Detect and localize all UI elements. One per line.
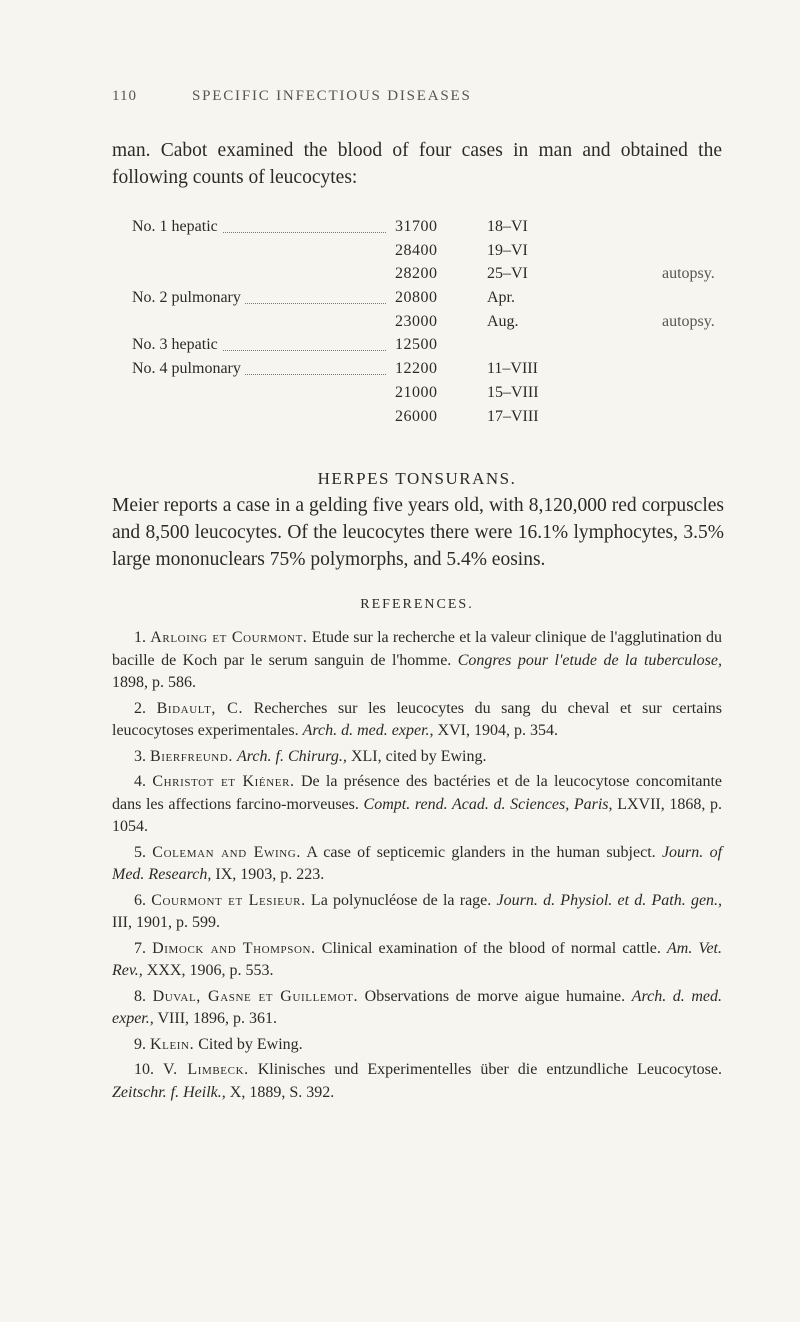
reference-entry [112, 938, 722, 983]
reference-authors: Klein. [150, 1035, 195, 1053]
reference-journal: Congres pour l'etude de la tuberculose, [457, 651, 722, 669]
count-date: Aug. [487, 312, 519, 330]
reference-citation: XLI, cited by Ewing. [350, 747, 487, 765]
case-name [132, 265, 136, 282]
case-name: No. 2 pulmonary [132, 289, 245, 306]
leucocyte-count: 12200 [395, 360, 438, 378]
reference-authors: Dimock and Thompson. [152, 939, 316, 957]
reference-entry [112, 746, 722, 769]
count-date: 18–VI [487, 218, 528, 235]
reference-entry [112, 1034, 722, 1057]
leucocyte-count: 20800 [395, 289, 438, 307]
reference-citation: 1898, p. 586. [112, 674, 196, 691]
count-date: Apr. [487, 289, 515, 307]
count-row [112, 286, 732, 310]
reference-title: Klinisches und Experimentelles über die entzundliche Leucocytose. [257, 1061, 723, 1078]
count-row [112, 333, 732, 357]
count-date: 17–VIII [487, 407, 539, 425]
leucocyte-count: 31700 [395, 218, 438, 235]
case-label [132, 333, 392, 357]
reference-entry [112, 771, 722, 839]
reference-title: Cited by Ewing. [198, 1035, 303, 1053]
case-label [132, 215, 392, 239]
reference-journal: Journ. of Med. Research, [112, 843, 723, 883]
reference-title: Clinical examination of the blood of normal cattle. [321, 939, 661, 957]
case-name [132, 384, 136, 401]
reference-journal: Arch. d. med. exper., [112, 987, 722, 1027]
case-label [132, 239, 392, 263]
leucocyte-count: 26000 [395, 407, 438, 425]
count-row [112, 405, 732, 429]
reference-authors: Arloing et Courmont. [150, 629, 308, 646]
reference-title: La polynucléose de la rage. [310, 891, 492, 909]
case-name: No. 3 hepatic [132, 336, 222, 353]
count-row [112, 239, 732, 263]
reference-authors: V. Limbeck. [163, 1061, 249, 1078]
reference-authors: Christot et Kiéner. [152, 773, 295, 790]
count-date: 25–VI [487, 265, 528, 283]
leucocyte-count: 28400 [395, 241, 438, 259]
reference-citation: III, 1901, p. 599. [112, 914, 220, 931]
reference-entry [112, 842, 722, 887]
leucocyte-count: 28200 [395, 265, 438, 283]
count-note: autopsy. [662, 265, 715, 283]
reference-citation: LXVII, 1868, p. 1054. [112, 795, 723, 835]
case-name: No. 1 hepatic [132, 218, 222, 235]
reference-entry [112, 1059, 722, 1104]
count-date: 15–VIII [487, 383, 539, 401]
reference-authors: Duval, Gasne et Guillemot. [152, 987, 359, 1005]
reference-number: 4. [134, 773, 146, 790]
reference-entry [112, 627, 722, 695]
reference-number: 7. [134, 939, 146, 957]
reference-title: A case of septicemic glanders in the human subject. [306, 843, 656, 861]
reference-journal: Am. Vet. Rev., [112, 939, 722, 979]
leucocyte-count: 21000 [395, 383, 438, 401]
reference-number: 5. [134, 843, 146, 861]
case-label [132, 262, 392, 286]
reference-number: 3. [134, 747, 146, 765]
count-row [112, 262, 732, 286]
leucocyte-count-table [112, 215, 732, 428]
reference-journal: Zeitschr. f. Heilk., [112, 1083, 226, 1101]
reference-entry [112, 986, 722, 1031]
case-label [132, 286, 392, 310]
reference-authors: Coleman and Ewing. [152, 843, 301, 861]
leucocyte-count: 23000 [395, 312, 438, 330]
reference-number: 9. [134, 1035, 146, 1053]
section-paragraph: Meier reports a case in a gelding five years old, with 8,120,000 red corpuscles and 8,500 leucocytes. Of the leucocytes there were 16.1% lymphocytes, 3.5% large mononuclears 75% polymorphs, and 5.4% eosins. [112, 495, 724, 570]
case-name [132, 313, 136, 330]
reference-number: 1. [134, 629, 146, 646]
references-heading: REFERENCES. [360, 597, 474, 612]
references-list [112, 627, 722, 1107]
reference-authors: Bidault, C. [156, 699, 244, 717]
count-row [112, 310, 732, 334]
intro-paragraph: man. Cabot examined the blood of four cases in man and obtained the following counts of leucocytes: [112, 140, 722, 188]
section-heading: HERPES TONSURANS. [317, 469, 517, 488]
case-label [132, 310, 392, 334]
case-name [132, 408, 136, 425]
leucocyte-count: 12500 [395, 336, 438, 354]
reference-authors: Bierfreund. [150, 747, 233, 765]
reference-title: Etude sur la recherche et la valeur clinique de l'agglutination du bacille de Koch par le serum sanguin de l'homme. [112, 629, 723, 669]
reference-citation: XXX, 1906, p. 553. [146, 962, 274, 979]
count-row [112, 215, 732, 239]
page-number: 110 [112, 88, 137, 104]
reference-entry [112, 890, 722, 935]
count-date: 19–VI [487, 241, 528, 259]
case-name: No. 4 pulmonary [132, 360, 245, 377]
count-row [112, 381, 732, 405]
reference-journal: Arch. d. med. exper., [302, 722, 434, 739]
running-head-title: SPECIFIC INFECTIOUS DISEASES [192, 88, 472, 104]
reference-number: 8. [134, 987, 146, 1005]
reference-journal: Compt. rend. Acad. d. Sciences, Paris, [363, 795, 613, 813]
count-note: autopsy. [662, 312, 715, 330]
case-label [132, 381, 392, 405]
reference-journal: Arch. f. Chirurg., [237, 747, 347, 765]
case-label [132, 357, 392, 381]
case-name [132, 242, 136, 259]
count-row [112, 357, 732, 381]
count-date: 11–VIII [487, 360, 538, 378]
reference-title: Observations de morve aigue humaine. [364, 987, 626, 1005]
reference-number: 6. [134, 891, 146, 909]
reference-number: 2. [134, 699, 146, 717]
reference-authors: Courmont et Lesieur. [151, 891, 306, 909]
reference-citation: IX, 1903, p. 223. [215, 866, 325, 883]
reference-entry [112, 698, 722, 743]
reference-title: Recherches sur les leucocytes du sang du cheval et sur certains leucocytoses experimentales. [112, 699, 723, 739]
reference-journal: Journ. d. Physiol. et d. Path. gen., [496, 891, 723, 909]
reference-citation: X, 1889, S. 392. [229, 1083, 335, 1101]
reference-number: 10. [134, 1061, 154, 1078]
reference-title: De la présence des bactéries et de la leucocytose concomitante dans les affections farcino-morveuses. [112, 773, 723, 813]
case-label [132, 405, 392, 429]
reference-citation: XVI, 1904, p. 354. [437, 722, 558, 739]
reference-citation: VIII, 1896, p. 361. [157, 1010, 278, 1027]
